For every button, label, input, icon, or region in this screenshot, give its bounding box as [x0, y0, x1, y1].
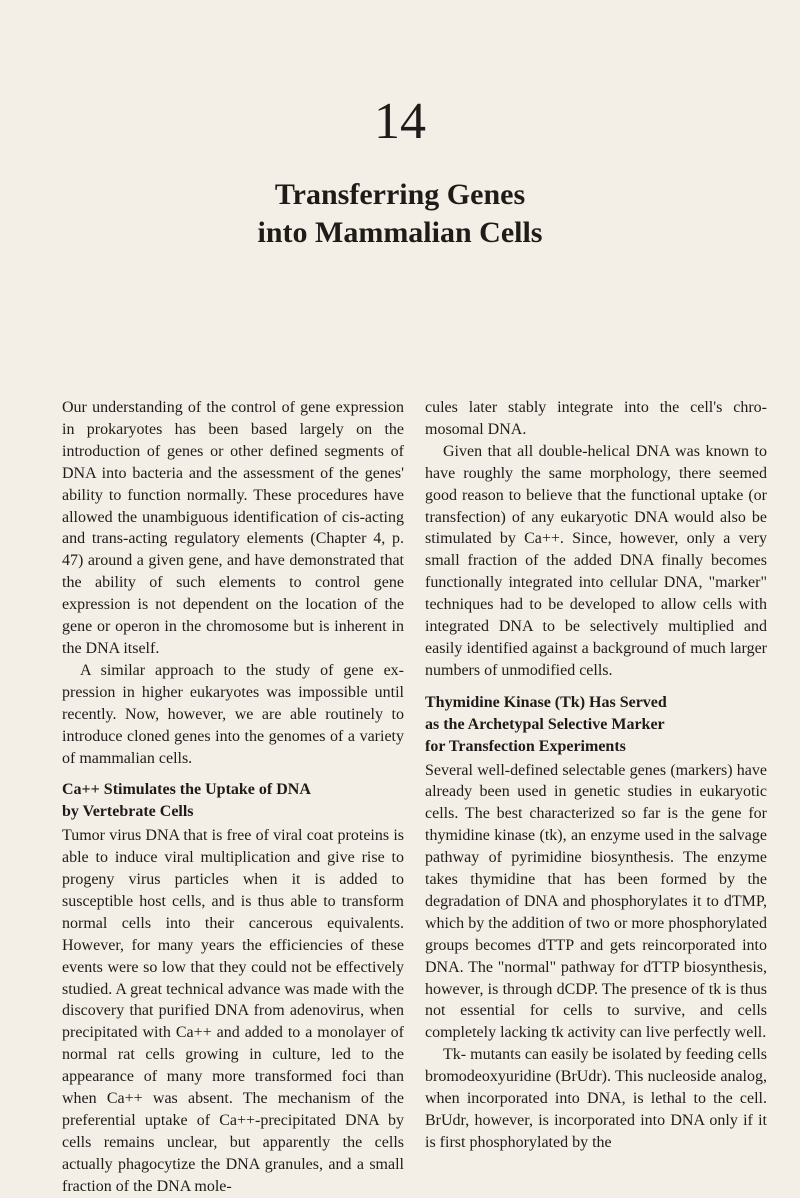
- paragraph-tk-mutants: Tk- mutants can easily be isolated by feeding cells bromodeoxyuridine (BrUdr). This nucleoside analog, when incorporated into DNA, is lethal to the cell. BrUdr, however, is incorporated into DNA only if it is first phosphorylated by the: [425, 1046, 767, 1151]
- chapter-title-line-1: Transferring Genes: [274, 178, 526, 211]
- section-heading-tk-line-3: for Transfection Experiments: [425, 737, 626, 755]
- section-heading-tk-line-2: as the Archetypal Selective Marker: [425, 715, 665, 733]
- paragraph-intro: Our understanding of the control of gene expression in prokaryotes has been based largely on the introduction of genes or other defined segments of DNA into bacteria and the assessment of the genes' ability to function normally. These procedures have allowed the unambiguous identification of cis-acting and trans-acting regulatory elements (Chapter 4, p. 47) around a given gene, and have demonstrated that the ability of such elements to control gene expression is not dependent on the location of the gene or operon in the chromosome but is inherent in the DNA itself.: [62, 399, 404, 657]
- left-column: [62, 397, 404, 1198]
- paragraph-selectable-genes: Several well-defined selectable genes (markers) have already been used in genetic studies in eukaryotic cells. The best characterized so far is the gene for thymidine kinase (tk), an enzyme used in the salvage pathway of pyrimidine biosynthesis. The enzyme takes thymidine that has been formed by the degradation of DNA and phosphorylates it to dTMP, which by the addition of two or more phosphorylated groups becomes dTTP and gets reincorporated into DNA. The "normal" pathway for dTTP biosynthesis, however, is through dCDP. The presence of tk is thus not essential for cells to survive, and cells completely lacking tk activity can live perfectly well.: [425, 761, 767, 1042]
- paragraph-eukaryotes: A similar approach to the study of gene expression in higher eukaryotes was impossible until recently. Now, however, we are able routinely to introduce cloned genes into the genomes of a variety of mammalian cells.: [62, 661, 404, 767]
- paragraph-tumor-virus: Tumor virus DNA that is free of viral coat proteins is able to induce viral multiplication and give rise to progeny virus particles when it is added to susceptible host cells, and is thus able to transform normal cells into their cancerous equivalents. However, for many years the efficiencies of these events were so low that they could not be effectively studied. A great technical advance was made with the discovery that purified DNA from adenovirus, when precipitated with Ca++ and added to a monolayer of normal rat cells growing in culture, led to the appearance of many more transformed foci than when Ca++ was absent. The mechanism of the preferential uptake of Ca++-precipitated DNA by cells remains unclear, but apparently the cells actually phagocytize the DNA granules, and a small fraction of the DNA mole-: [62, 827, 404, 1195]
- paragraph-continuation: cules later stably integrate into the cell's chromosomal DNA.: [425, 399, 767, 438]
- section-heading-calcium-line-2: by Vertebrate Cells: [62, 803, 194, 821]
- chapter-number: 14: [374, 93, 426, 150]
- section-heading-calcium: [62, 779, 404, 823]
- chapter-title: [0, 176, 800, 252]
- section-heading-thymidine-kinase: [425, 692, 767, 758]
- section-heading-calcium-line-1: Ca++ Stimulates the Uptake of DNA: [62, 781, 311, 799]
- paragraph-marker-techniques: Given that all double-helical DNA was known to have roughly the same morphology, there seemed good reason to believe that the functional uptake (or transfection) of any eukaryotic DNA would also be stimulated by Ca++. Since, however, only a very small fraction of the added DNA finally becomes functionally integrated into cellular DNA, "marker" techniques had to be developed to allow cells with integrated DNA to be selectively multiplied and easily identified against a background of much larger numbers of unmodified cells.: [425, 442, 767, 679]
- chapter-title-line-2: into Mammalian Cells: [257, 216, 543, 249]
- right-column: [425, 397, 767, 1154]
- section-heading-tk-line-1: Thymidine Kinase (Tk) Has Served: [425, 693, 667, 711]
